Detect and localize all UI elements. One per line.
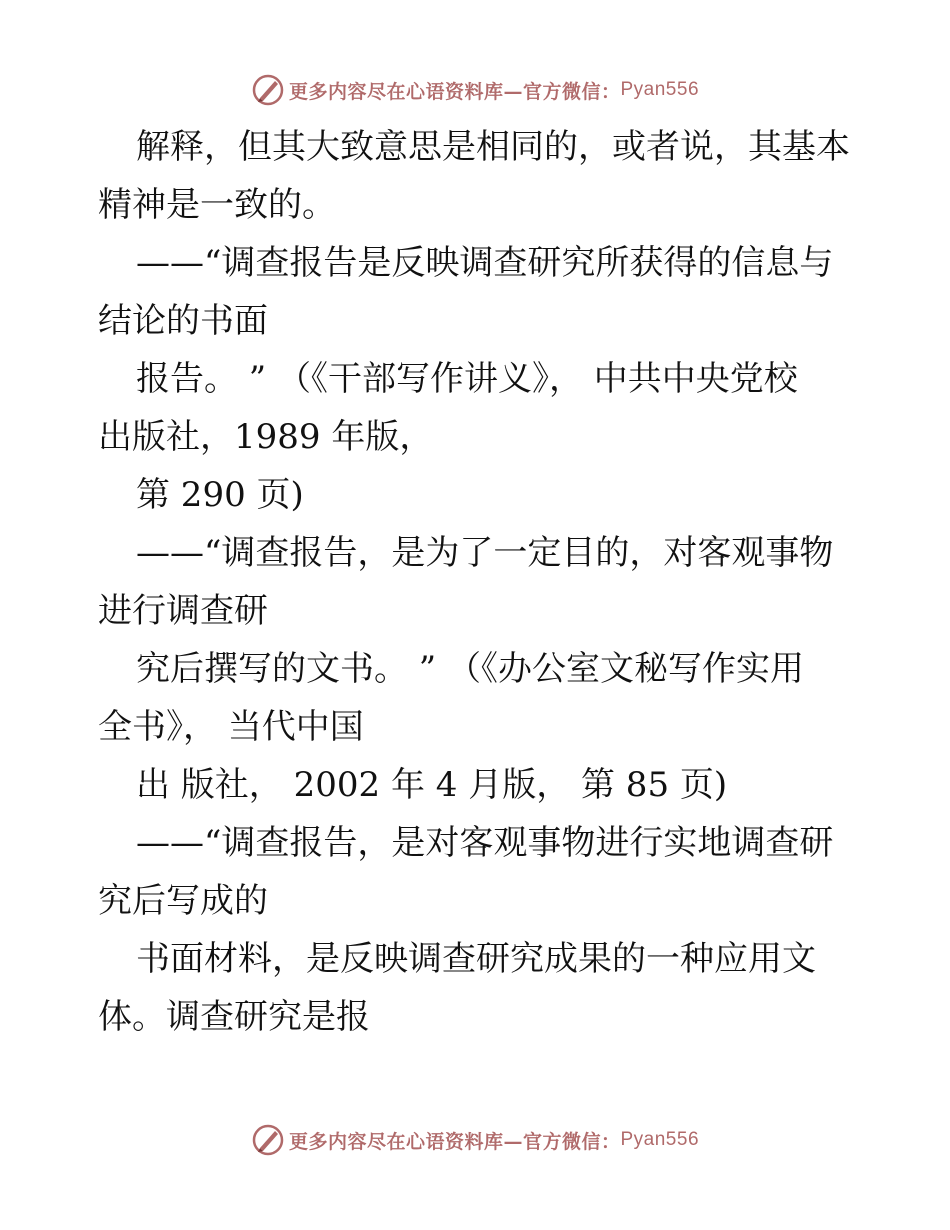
text-line: ——“调查报告，是对客观事物进行实地调查研 bbox=[136, 823, 834, 863]
header-watermark bbox=[0, 70, 950, 110]
pen-circle-logo-icon bbox=[251, 1123, 285, 1157]
footer-watermark bbox=[0, 1120, 950, 1160]
text-line: 体。调查研究是报 bbox=[98, 997, 370, 1037]
watermark-wechat-id: Pyan556 bbox=[620, 79, 700, 100]
text-line: 报告。 ” （《干部写作讲义》， 中共中央党校 bbox=[136, 359, 798, 399]
text-line: ——“调查报告，是为了一定目的，对客观事物 bbox=[136, 533, 834, 573]
watermark-text: 更多内容尽在心语资料库—官方微信： bbox=[288, 1130, 621, 1153]
watermark-text: 更多内容尽在心语资料库—官方微信： bbox=[288, 80, 621, 103]
text-line: 精神是一致的。 bbox=[98, 185, 336, 225]
text-line: ——“调查报告是反映调查研究所获得的信息与 bbox=[136, 243, 834, 283]
watermark-wechat-id: Pyan556 bbox=[620, 1129, 700, 1150]
text-line: 解释，但其大致意思是相同的，或者说，其基本 bbox=[136, 127, 850, 167]
text-line: 出版社，1989 年版， bbox=[98, 417, 434, 457]
text-line: 出 版社， 2002 年 4 月版， 第 85 页) bbox=[136, 765, 728, 805]
text-line: 进行调查研 bbox=[98, 591, 268, 631]
text-line: 第 290 页) bbox=[136, 475, 304, 515]
text-line: 究后撰写的文书。 ” （《办公室文秘写作实用 bbox=[136, 649, 804, 689]
text-line: 全书》， 当代中国 bbox=[98, 707, 364, 747]
document-body bbox=[98, 118, 858, 1046]
text-line: 结论的书面 bbox=[98, 301, 268, 341]
pen-circle-logo-icon bbox=[251, 73, 285, 107]
text-line: 究后写成的 bbox=[98, 881, 268, 921]
text-line: 书面材料，是反映调查研究成果的一种应用文 bbox=[136, 939, 816, 979]
